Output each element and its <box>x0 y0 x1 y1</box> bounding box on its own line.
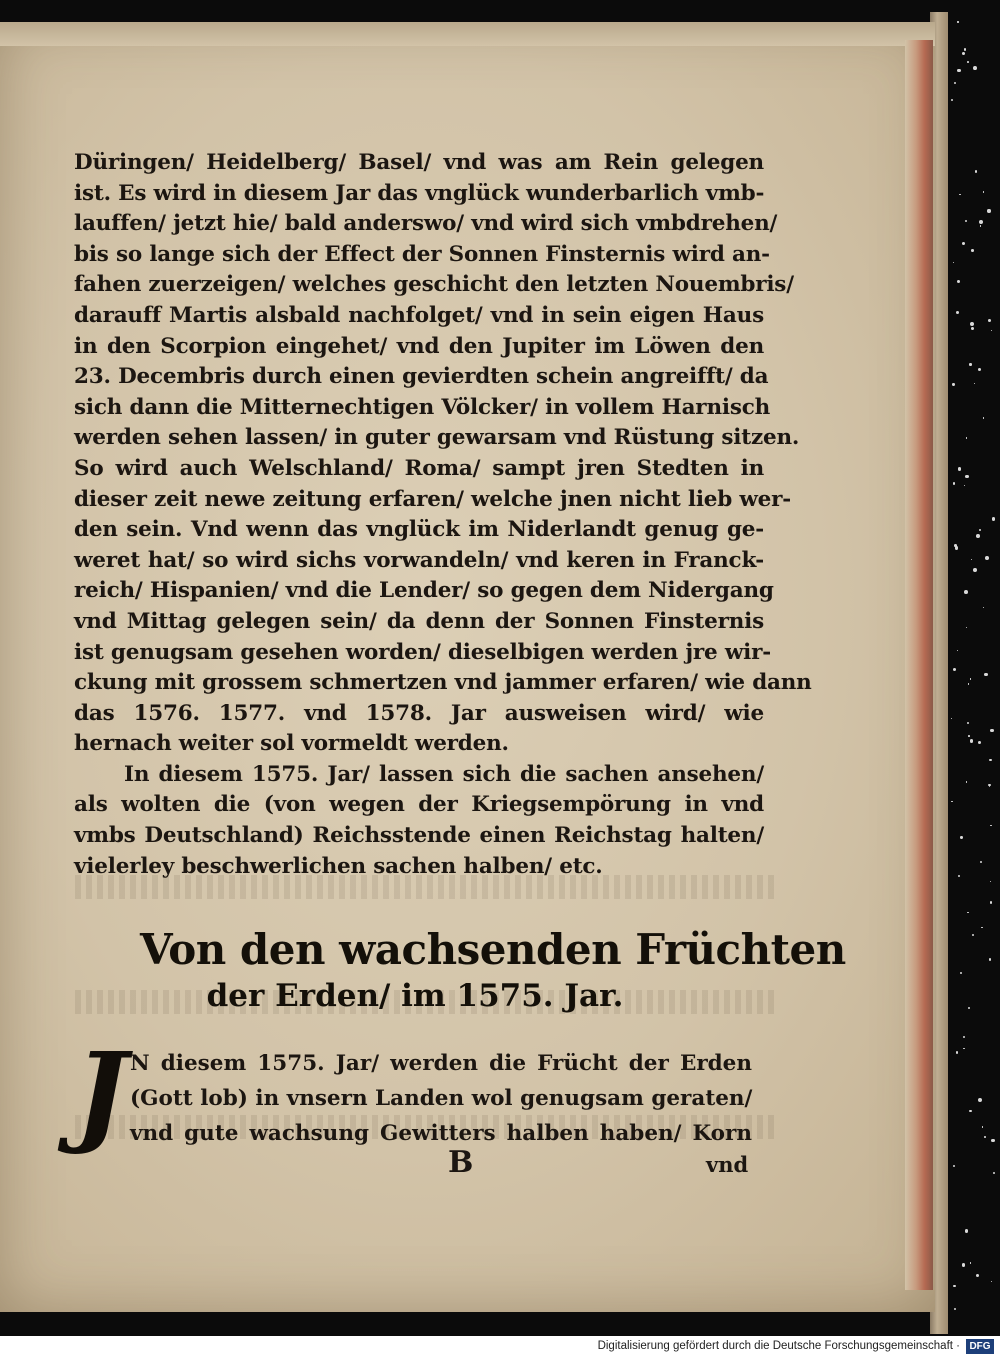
text-line: ist. Es wird in diesem Jar das vnglück wunderbarlich vmb- <box>74 180 765 206</box>
speckle <box>953 482 955 484</box>
text-line: reich/ Hispanien/ vnd die Lender/ so gegen dem Nidergang <box>74 578 774 604</box>
speckle <box>965 1229 968 1232</box>
speckle <box>973 66 977 70</box>
speckle <box>985 556 989 560</box>
speckle <box>989 958 991 960</box>
page-red-edge <box>905 40 933 1290</box>
decorated-initial: J <box>74 1028 128 1157</box>
speckle <box>969 363 971 365</box>
speckle <box>992 517 996 521</box>
speckle <box>956 311 959 314</box>
speckle <box>970 1262 971 1263</box>
text-line: vnd gute wachsung Gewitters halben haben/ Korn <box>130 1121 752 1146</box>
speckle <box>987 209 990 212</box>
text-line: weret hat/ so wird sichs vorwandeln/ vnd keren in Franck- <box>74 547 764 573</box>
text-line: ist genugsam gesehen worden/ dieselbigen werden jre wir- <box>74 639 771 665</box>
speckle <box>975 170 977 172</box>
section-subheading: der Erden/ im 1575. Jar. <box>206 978 624 1014</box>
speckle <box>967 61 969 63</box>
speckle <box>984 673 987 676</box>
speckle <box>953 1285 955 1287</box>
text-line: lauffen/ jetzt hie/ bald anderswo/ vnd wird sich vmbdrehen/ <box>74 211 778 237</box>
speckle <box>976 534 980 538</box>
text-line: So wird auch Welschland/ Roma/ sampt jren Stedten in <box>74 455 764 481</box>
speckle <box>970 322 974 326</box>
speckle <box>957 69 960 72</box>
body-text <box>74 148 812 882</box>
speckle <box>972 934 974 936</box>
speckle <box>971 249 974 252</box>
text-line: darauff Martis alsbald nachfolget/ vnd in sein eigen Haus <box>74 302 764 328</box>
speckle <box>952 383 954 385</box>
text-line: das 1576. 1577. vnd 1578. Jar ausweisen wird/ wie <box>74 700 764 726</box>
text-line: fahen zuerzeigen/ welches geschicht den letzten Nouembris/ <box>74 272 794 298</box>
speckle <box>989 759 991 761</box>
section-paragraph <box>130 1046 752 1151</box>
speckle <box>951 99 953 101</box>
text-line: 23. Decembris durch einen gevierdten schein angreifft/ da <box>74 364 769 390</box>
speckle <box>974 383 975 384</box>
speckle <box>991 1139 995 1143</box>
speckle <box>963 1036 965 1038</box>
speckle <box>970 739 973 742</box>
text-line: sich dann die Mitternechtigen Völcker/ in vollem Harnisch <box>74 394 771 420</box>
text-line: vnd Mittag gelegen sein/ da denn der Sonnen Finsternis <box>74 608 764 634</box>
text-line: N diesem 1575. Jar/ werden die Frücht der Erden <box>130 1051 752 1076</box>
text-line: hernach weiter sol vormeldt werden. <box>74 731 509 757</box>
speckle <box>968 735 970 737</box>
text-line: ckung mit grossem schmertzen vnd jammer erfaren/ wie dann <box>74 670 812 696</box>
text-line: den sein. Vnd wenn das vnglück im Niderlandt genug ge- <box>74 517 764 543</box>
speckle <box>988 784 990 786</box>
speckle <box>973 568 977 572</box>
speckle <box>990 881 991 882</box>
catchword: vnd <box>706 1152 749 1177</box>
speckle <box>983 417 985 419</box>
speckle <box>966 781 967 782</box>
signature-mark: B <box>448 1145 474 1180</box>
speckle <box>990 729 993 732</box>
footer-bar <box>0 1336 1000 1359</box>
text-line: In diesem 1575. Jar/ lassen sich die sachen ansehen/ <box>124 761 764 787</box>
speckle <box>988 319 991 322</box>
text-line: (Gott lob) in vnsern Landen wol genugsam geraten/ <box>130 1086 753 1111</box>
speckle <box>960 836 962 838</box>
speckle <box>964 590 968 594</box>
text-line: Düringen/ Heidelberg/ Basel/ vnd was am Rein gelegen <box>74 150 764 175</box>
dfg-logo: DFG <box>966 1339 994 1354</box>
page-top-shadow <box>0 22 935 46</box>
footer-credit: Digitalisierung gefördert durch die Deutsche Forschungsgemeinschaft · <box>597 1340 960 1352</box>
text-line: in den Scorpion eingehet/ vnd den Jupiter im Löwen den <box>74 333 764 359</box>
speckle <box>993 1172 995 1174</box>
speckle <box>962 1263 965 1266</box>
text-line: bis so lange sich der Effect der Sonnen Finsternis wird an- <box>74 241 770 267</box>
text-line: vmbs Deutschland) Reichsstende einen Reichstag halten/ <box>74 823 764 849</box>
speckle <box>957 21 958 22</box>
text-line: als wolten die (von wegen der Kriegsempörung in vnd <box>74 792 764 818</box>
text-line: vielerley beschwerlichen sachen halben/ etc. <box>74 853 603 879</box>
section-heading: Von den wachsenden Früchten <box>140 925 846 974</box>
speckle <box>956 1051 958 1053</box>
speckle <box>984 1136 986 1138</box>
speckle <box>967 722 969 724</box>
text-line: dieser zeit newe zeitung erfaren/ welche jnen nicht lieb wer- <box>74 486 792 512</box>
text-line: werden sehen lassen/ in guter gewarsam vnd Rüstung sitzen. <box>74 425 800 451</box>
